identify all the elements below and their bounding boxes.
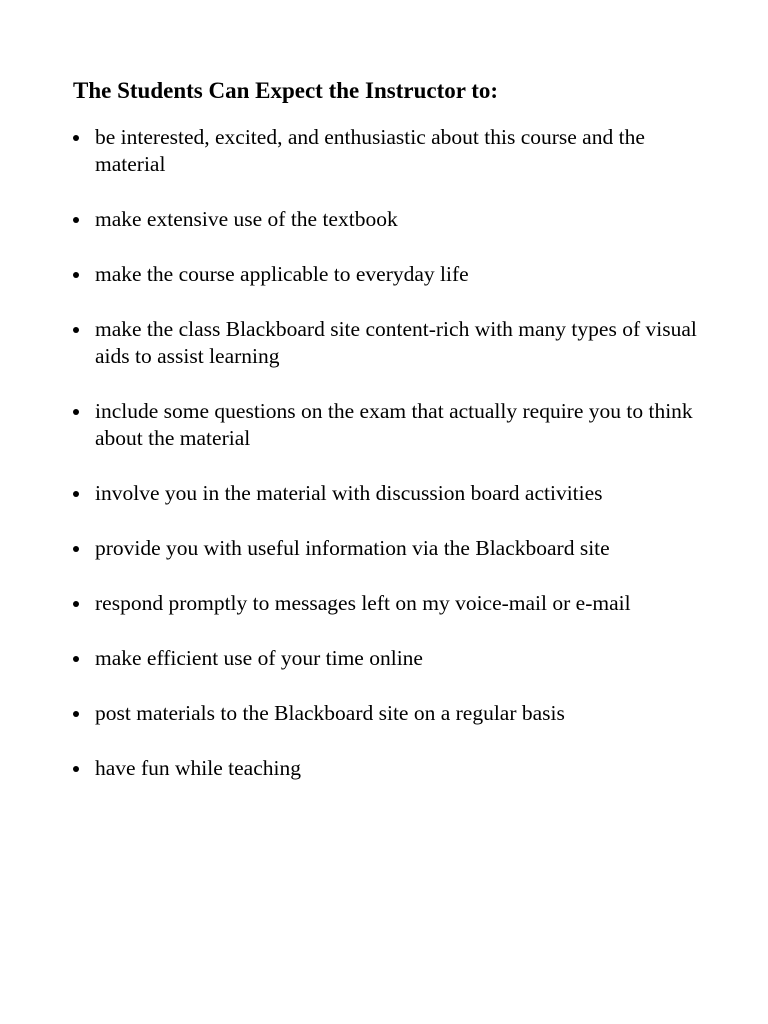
- bullet-icon: [73, 327, 79, 333]
- bullet-icon: [73, 766, 79, 772]
- list-item: [73, 398, 708, 452]
- bullet-icon: [73, 272, 79, 278]
- list-item-text: have fun while teaching: [95, 756, 301, 780]
- list-item-text: provide you with useful information via the Blackboard site: [95, 536, 610, 560]
- bullet-icon: [73, 656, 79, 662]
- bullet-icon: [73, 546, 79, 552]
- page-title: The Students Can Expect the Instructor to:: [73, 78, 499, 103]
- list-item: [73, 261, 708, 288]
- list-item: [73, 535, 708, 562]
- list-item-text: make extensive use of the textbook: [95, 207, 398, 231]
- bullet-icon: [73, 409, 79, 415]
- bullet-icon: [73, 217, 79, 223]
- list-item: [73, 206, 708, 233]
- list-item-text: make the class Blackboard site content-rich with many types of visual aids to assist learning: [95, 317, 697, 368]
- list-item: [73, 755, 708, 782]
- list-item-text: make the course applicable to everyday life: [95, 262, 469, 286]
- list-item-text: be interested, excited, and enthusiastic about this course and the material: [95, 125, 645, 176]
- list-item: [73, 480, 708, 507]
- list-item-text: include some questions on the exam that actually require you to think about the material: [95, 399, 693, 450]
- bullet-icon: [73, 491, 79, 497]
- bullet-icon: [73, 711, 79, 717]
- list-item: [73, 645, 708, 672]
- list-item: [73, 124, 708, 178]
- expectations-list: [73, 124, 708, 782]
- list-item-text: involve you in the material with discussion board activities: [95, 481, 603, 505]
- list-item-text: make efficient use of your time online: [95, 646, 423, 670]
- bullet-icon: [73, 601, 79, 607]
- list-item: [73, 700, 708, 727]
- list-item: [73, 590, 708, 617]
- list-item-text: respond promptly to messages left on my voice-mail or e-mail: [95, 591, 631, 615]
- list-item-text: post materials to the Blackboard site on a regular basis: [95, 701, 565, 725]
- bullet-icon: [73, 135, 79, 141]
- list-item: [73, 316, 708, 370]
